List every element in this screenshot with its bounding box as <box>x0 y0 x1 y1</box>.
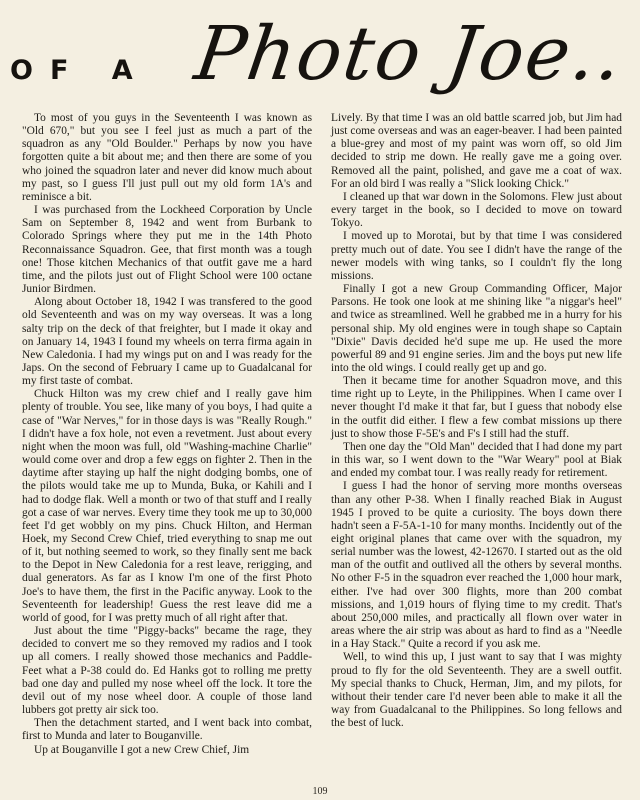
paragraph: Up at Bouganville I got a new Crew Chief, Jim <box>34 743 250 756</box>
paragraph: I moved up to Morotai, but by that time I was considered pretty much out of date. You see I didn't have the range of the newer models with wing tanks, so I couldn't fly the long missions. <box>331 230 622 282</box>
paragraph: I cleaned up that war down in the Solomons. Flew just about every target in the book, so I decided to move on toward Tokyo. <box>331 190 622 230</box>
paragraph-continued: Lively. By that time I was an old battle scarred job, but Jim had just come overseas and was an eager-beaver. I had been painted a blue-grey and most of my paint was worn off, so old Jim decided to strip me down. He really gave me a going over. Removed all the paint, polished, and gave me a coat of wax. For an old bird I was really a "Slick looking Chick." <box>331 112 622 190</box>
paragraph: Chuck Hilton was my crew chief and I really gave him plenty of trouble. You see, like many of you boys, I had quite a case of "War Nerves," for in those days is was "Really Rough." I didn't have a fox hole, not even a revetment. Just about every night when the moon was full, old "Washing-machine Charlie" would come over and drop a few eggs on fighter 2. Then in the daytime after staying up half the night dodging bombs, one of the pilots would take me up to Munda, Buka, or Kahili and I had to dodge flak. Well a month or two of that stuff and I really got a case of war nerves. Every time they took me up to 30,000 feet I'd get wobbly on my pins. Chuck Hilton, and Herman Hoek, my Second Crew Chief, tried everything to snap me out of it, but nothing seemed to work, so they finally sent me back to the Depot in New Caledonia for a rest leave, rerigging, and dual generators. As far as I know I'm one of the first Photo Joe's to have them, the first in the Pacific anyway. Look to the Seventeenth for leadership! Guess the rest leave did me a world of good, for I was pretty much of all right after that. <box>22 388 312 624</box>
header <box>0 0 640 112</box>
title-lead: OF A <box>10 55 150 86</box>
script-title: Photo Joe.. <box>189 11 629 97</box>
paragraph: To most of you guys in the Seventeenth I was known as "Old 670," but you see I feel just as much a part of the squadron as any "Old Boulder." Perhaps by now you have forgotten quite a bit about me; and then there are some of you who joined the squadron later and never did know much about my past, so I guess I'll just pull out my old form 1A's and reminisce a bit. <box>22 112 312 203</box>
left-column <box>22 112 312 757</box>
paragraph: Then one day the "Old Man" decided that I had done my part in this war, so I went down to the "War Weary" pool at Biak and ended my combat tour. I was really ready for retirement. <box>331 440 622 480</box>
paragraph: I was purchased from the Lockheed Corporation by Uncle Sam on September 8, 1942 and went from Burbank to Colorado Springs where they put me in the 14th Photo Reconnaissance Squadron. Gee, that first month was a tough one! Those kitchen Mechanics of that outfit gave me a hard time, and the pilots just out of Flight School were 100 octane Junior Birdmen. <box>22 204 312 296</box>
right-column <box>331 112 622 730</box>
paragraph: Then the detachment started, and I went back into combat, first to Munda and later to Bouganville. <box>22 717 312 743</box>
paragraph: Then it became time for another Squadron move, and this time right up to Leyte, in the Philippines. When I came over I never thought I'd make it that far, but I guess that nobody else in the outfit did either. I flew a few combat missions up there just to show those F-5E's and F's I still had the stuff. <box>331 375 622 440</box>
paragraph: I guess I had the honor of serving more months overseas than any other P-38. When I finally reached Biak in August 1945 I proved to be quite a curiosity. The boys down there hadn't seen a F-5A-1-10 for many months. Incidently out of the eight original planes that came over with the squadron, my serial number was the lowest, 42-12670. I started out as the old man of the outfit and outlived all the others by several months. No other F-5 in the squadron ever reached the 1,000 hour mark, either. I've had over 300 flights, more than 200 combat missions, and 1,019 hours of flying time to my credit. That's about 250,000 miles, and practically all flown over water in areas where the air strip was about as hard to find as a "Needle in a Hay Stack." Quite a record if you ask me. <box>331 480 622 651</box>
paragraph: Along about October 18, 1942 I was transfered to the good old Seventeenth and was on my way overseas. It was a long salty trip on the deck of that freighter, but I made it okay and on January 14, 1943 I found my wheels on terra firma again in New Caledonia. I had my wings put on and I was ready for the Japs. On the second of February I came up to Guadalcanal for my first taste of combat. <box>22 296 312 388</box>
paragraph: Just about the time "Piggy-backs" became the rage, they decided to convert me so they removed my radios and I took up all comers. I really showed those mechanics and Paddle-Feet what a P-38 could do. Ed Hanks got to rolling me pretty bad one day and pulled my nose wheel off the lock. It tore the devil out of my nose wheel door. A couple of those land lubbers got pretty air sick too. <box>22 625 312 717</box>
paragraph: Well, to wind this up, I just want to say that I was mighty proud to fly for the old Seventeenth. They are a swell outfit. My special thanks to Chuck, Herman, Jim, and my pilots, for without their tender care I'd never been able to make it all the way from Guadalcanal to the Philippines. So long fellows and the best of luck. <box>331 651 622 730</box>
paragraph: Finally I got a new Group Commanding Officer, Major Parsons. He took one look at me shining like "a niggar's heel" and twice as streamlined. Well he grabbed me in a hurry for his personal ship. My old engines were in tough shape so Captain "Dixie" Davis decided he'd supe me up. He used the more powerful 89 and 91 engine series. Jim and the boys put new life into the old wings. I could really get up and go. <box>331 283 622 374</box>
page-number: 109 <box>312 786 328 797</box>
